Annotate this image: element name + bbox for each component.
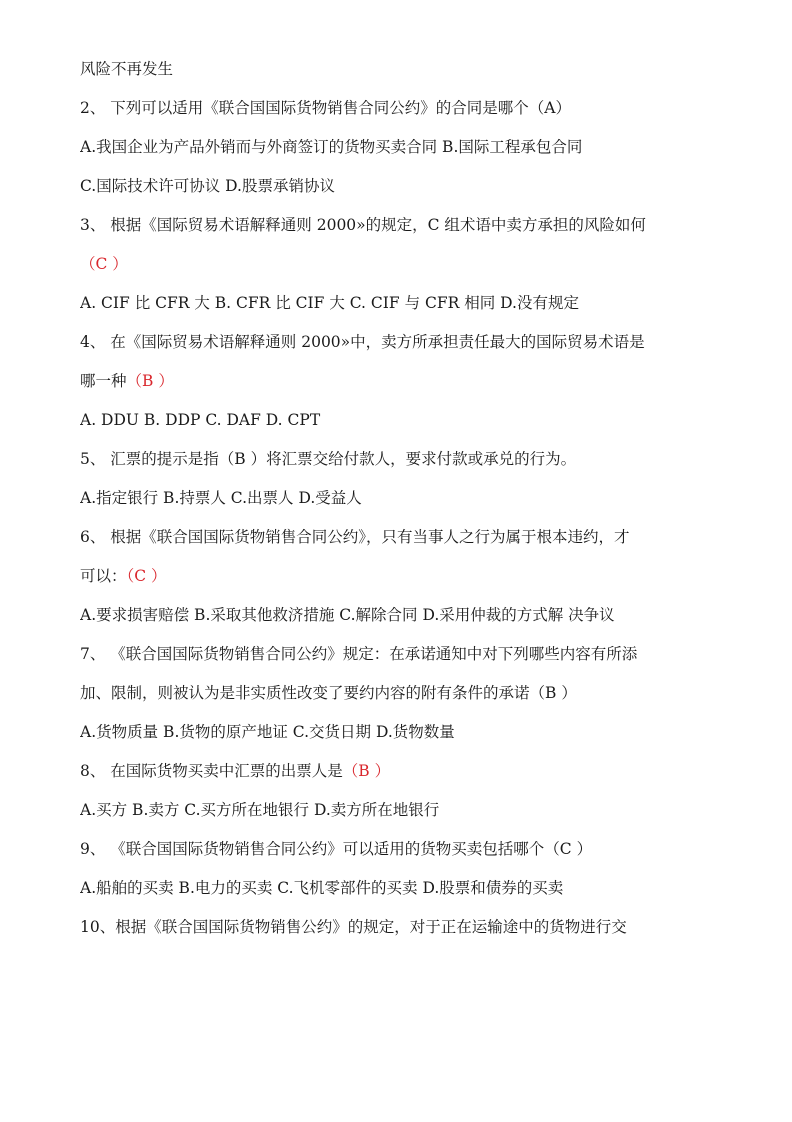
line-text: 可以：: [80, 567, 127, 585]
line-text: A.买方 B.卖方 C.买方所在地银行 D.卖方所在地银行: [80, 801, 440, 819]
line-text: 6、 根据《联合国国际货物销售合同公约》，只有当事人之行为属于根本违约，才: [80, 528, 630, 546]
options-line: [80, 175, 720, 197]
line-text: 哪一种: [80, 372, 127, 390]
options-line: [80, 409, 720, 431]
line-text: 7、 《联合国国际货物销售合同公约》规定：在承诺通知中对下列哪些内容有所添: [80, 645, 638, 663]
options-line: [80, 877, 720, 899]
line-text: A.船舶的买卖 B.电力的买卖 C.飞机零部件的买卖 D.股票和债券的买卖: [80, 879, 564, 897]
options-line: [80, 487, 720, 509]
question-7-cont: [80, 682, 720, 704]
question-8: [80, 760, 720, 782]
question-3-answer: [80, 253, 720, 275]
answer-mark: （C ）: [80, 255, 128, 273]
line-text: 10、根据《联合国国际货物销售公约》的规定，对于正在运输途中的货物进行交: [80, 918, 627, 936]
line-text: 加、限制，则被认为是非实质性改变了要约内容的附有条件的承诺（B ）: [80, 684, 577, 702]
line-text: A. CIF 比 CFR 大 B. CFR 比 CIF 大 C. CIF 与 CFR 相同 D.没有规定: [80, 294, 579, 312]
line-text: A.要求损害赔偿 B.采取其他救济措施 C.解除合同 D.采用仲裁的方式解 决争议: [80, 606, 615, 624]
question-4-answer: [80, 370, 720, 392]
line-text: 2、 下列可以适用《联合国国际货物销售合同公约》的合同是哪个（A）: [80, 99, 571, 117]
line-text: C.国际技术许可协议 D.股票承销协议: [80, 177, 335, 195]
options-line: [80, 799, 720, 821]
line-text: 8、 在国际货物买卖中汇票的出票人是: [80, 762, 343, 780]
question-2: [80, 97, 720, 119]
line-text: A.我国企业为产品外销而与外商签订的货物买卖合同 B.国际工程承包合同: [80, 138, 583, 156]
question-9: [80, 838, 720, 860]
line-text: 5、 汇票的提示是指（B ）将汇票交给付款人，要求付款或承兑的行为。: [80, 450, 577, 468]
question-5: [80, 448, 720, 470]
line-text: 风险不再发生: [80, 60, 174, 78]
line-text: A.货物质量 B.货物的原产地证 C.交货日期 D.货物数量: [80, 723, 455, 741]
options-line: [80, 292, 720, 314]
answer-mark: （C ）: [126, 567, 167, 585]
text-line: [80, 58, 720, 80]
question-10: [80, 916, 720, 938]
answer-mark: （B ）: [342, 762, 391, 780]
line-text: A. DDU B. DDP C. DAF D. CPT: [80, 411, 321, 429]
question-4: [80, 331, 720, 353]
line-text: 4、 在《国际贸易术语解释通则 2000»中，卖方所承担责任最大的国际贸易术语是: [80, 333, 645, 351]
question-7: [80, 643, 720, 665]
options-line: [80, 136, 720, 158]
options-line: [80, 604, 720, 626]
question-3: [80, 214, 720, 236]
question-6: [80, 526, 720, 548]
answer-mark: （B ）: [126, 372, 174, 390]
options-line: [80, 721, 720, 743]
question-6-answer: [80, 565, 720, 587]
line-text: 9、 《联合国国际货物销售合同公约》可以适用的货物买卖包括哪个（C ）: [80, 840, 593, 858]
line-text: A.指定银行 B.持票人 C.出票人 D.受益人: [80, 489, 362, 507]
line-text: 3、 根据《国际贸易术语解释通则 2000»的规定，C 组术语中卖方承担的风险如何: [80, 216, 646, 234]
